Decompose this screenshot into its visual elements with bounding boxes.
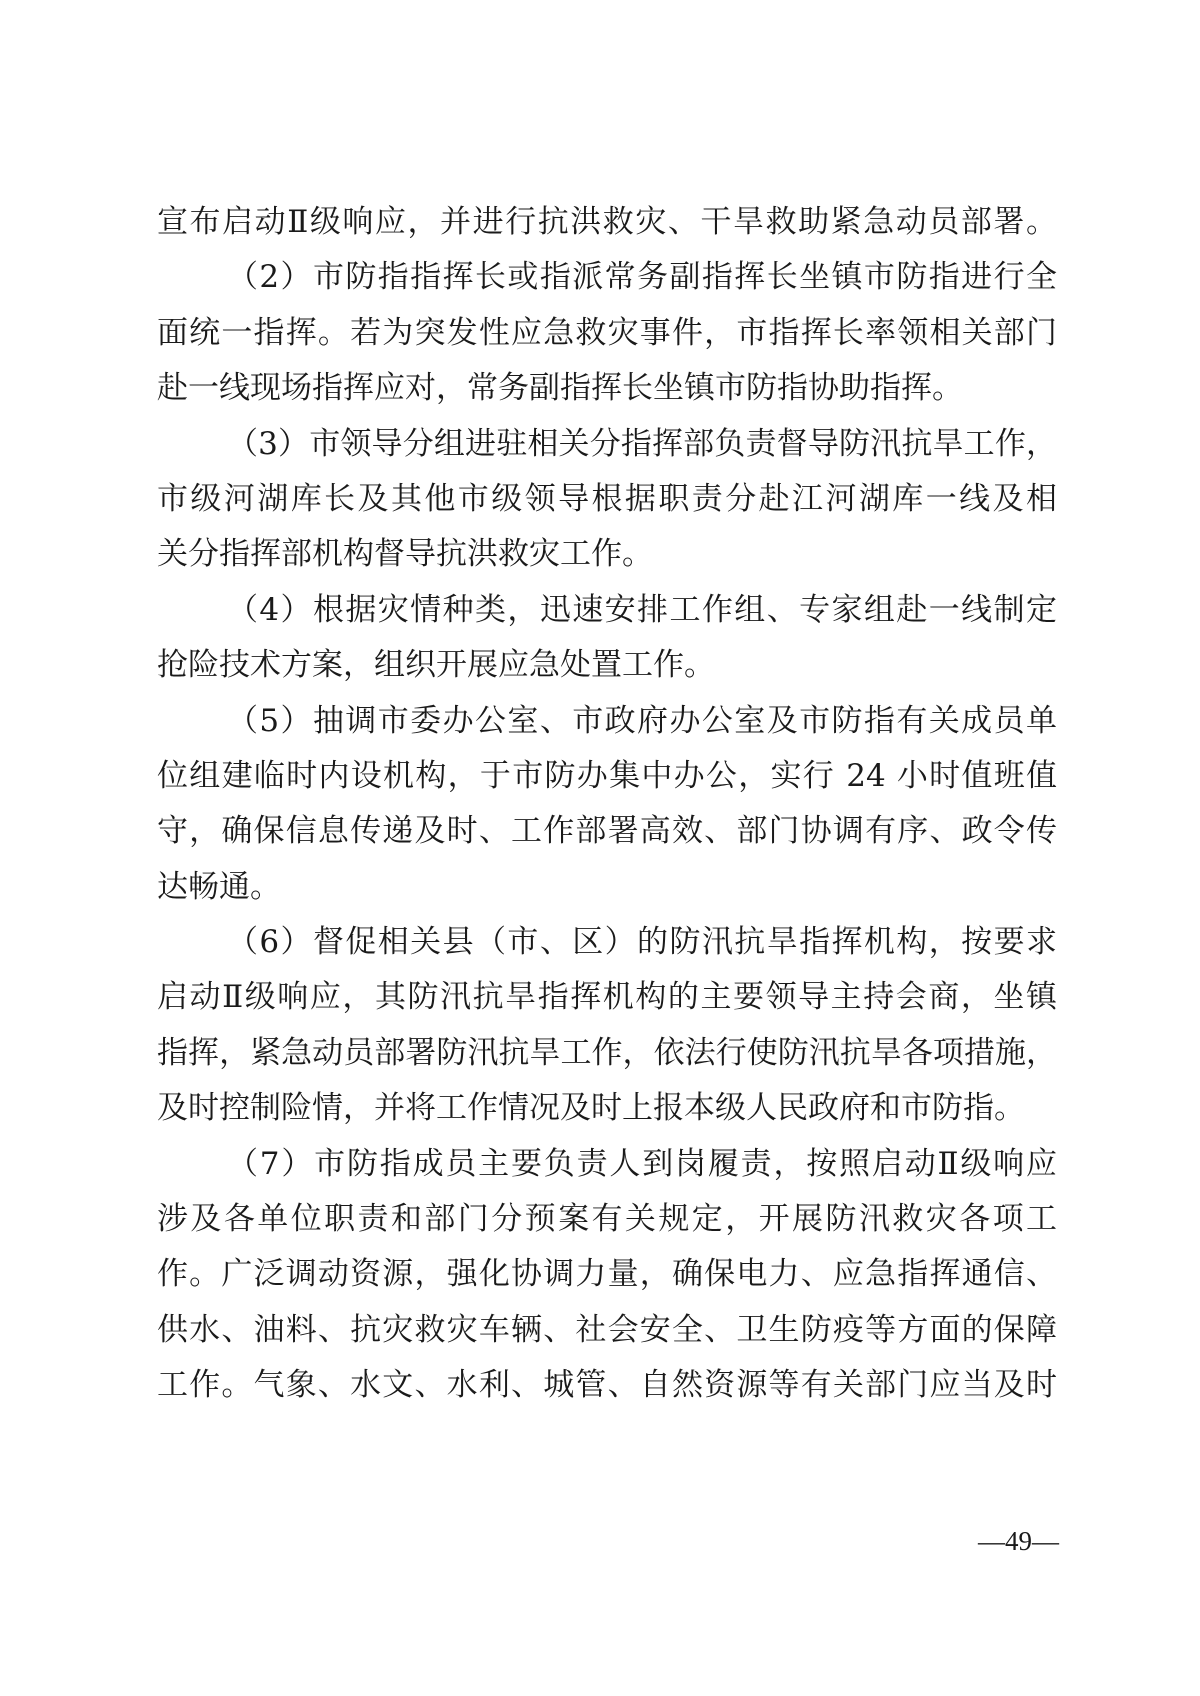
- text-line: 涉及各单位职责和部门分预案有关规定，开展防汛救灾各项工: [157, 1201, 1057, 1238]
- text-line: （5）抽调市委办公室、市政府办公室及市防指有关成员单: [227, 702, 1057, 739]
- body-text: [157, 195, 1057, 1414]
- text-line: 供水、油料、抗灾救灾车辆、社会安全、卫生防疫等方面的保障: [157, 1311, 1057, 1348]
- text-line: 市级河湖库长及其他市级领导根据职责分赴江河湖库一线及相: [157, 480, 1057, 517]
- text-line: 工作。气象、水文、水利、城管、自然资源等有关部门应当及时: [157, 1367, 1057, 1404]
- text-line: （2）市防指指挥长或指派常务副指挥长坐镇市防指进行全: [227, 259, 1057, 296]
- text-line: 赴一线现场指挥应对，常务副指挥长坐镇市防指协助指挥。: [157, 370, 963, 407]
- text-line: 关分指挥部机构督导抗洪救灾工作。: [157, 536, 653, 573]
- text-line: 指挥，紧急动员部署防汛抗旱工作，依法行使防汛抗旱各项措施，: [157, 1034, 1057, 1071]
- text-line: 面统一指挥。若为突发性应急救灾事件，市指挥长率领相关部门: [157, 314, 1057, 351]
- text-line: 及时控制险情，并将工作情况及时上报本级人民政府和市防指。: [157, 1090, 1025, 1127]
- text-line: 达畅通。: [157, 868, 281, 905]
- text-line: （7）市防指成员主要负责人到岗履责，按照启动Ⅱ级响应: [227, 1145, 1057, 1182]
- text-line: （4）根据灾情种类，迅速安排工作组、专家组赴一线制定: [227, 591, 1057, 628]
- text-line: 抢险技术方案，组织开展应急处置工作。: [157, 647, 715, 684]
- text-line: 宣布启动Ⅱ级响应，并进行抗洪救灾、干旱救助紧急动员部署。: [157, 204, 1057, 240]
- text-line: 作。广泛调动资源，强化协调力量，确保电力、应急指挥通信、: [157, 1256, 1057, 1293]
- text-line: （6）督促相关县（市、区）的防汛抗旱指挥机构，按要求: [227, 924, 1057, 961]
- text-line: 守，确保信息传递及时、工作部署高效、部门协调有序、政令传: [157, 813, 1057, 850]
- text-line: 启动Ⅱ级响应，其防汛抗旱指挥机构的主要领导主持会商，坐镇: [157, 979, 1057, 1016]
- text-line: （3）市领导分组进驻相关分指挥部负责督导防汛抗旱工作，: [227, 425, 1057, 462]
- page-number: —49—: [978, 1526, 1059, 1556]
- text-line: 位组建临时内设机构，于市防办集中办公，实行 24 小时值班值: [157, 757, 1057, 794]
